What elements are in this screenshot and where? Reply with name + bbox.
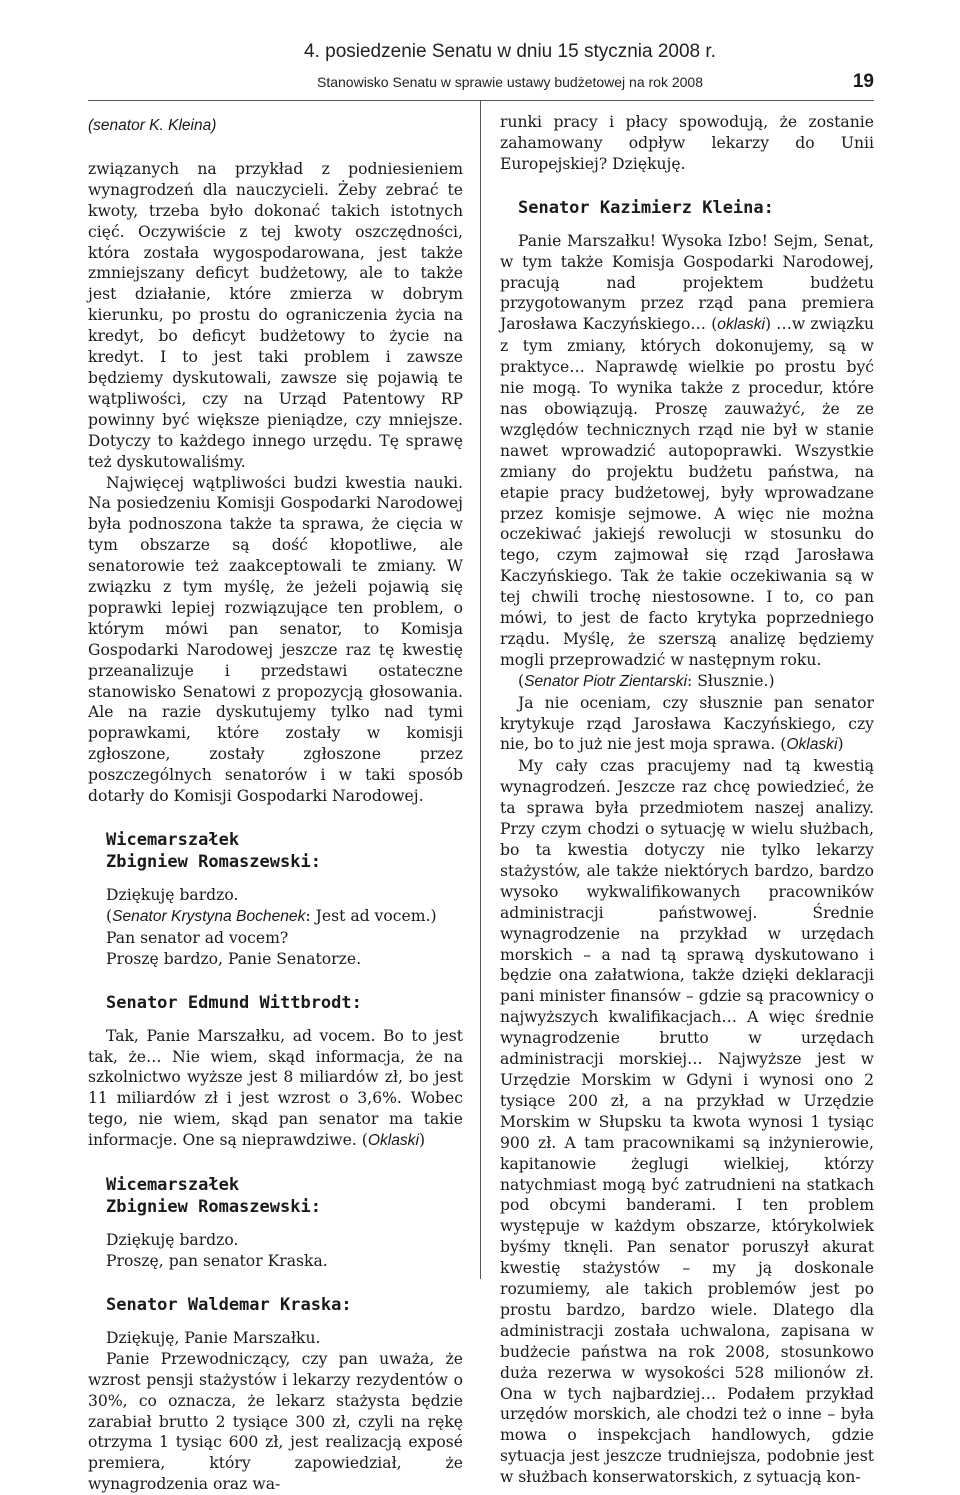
speaker-name: Senator Waldemar Kraska:: [106, 1294, 352, 1315]
interjection-text: : Jest ad vocem.): [305, 906, 437, 925]
paragraph: [88, 1026, 463, 1152]
speech-line: Dziękuję bardzo.: [106, 886, 239, 904]
text: ) …w związku z tym zmiany, których dokonujemy, są w praktyce… Naprawdę wielkie po prostu być nie mogą. To wynika także z procedur, które nas obowiązują. Proszę zauważyć, że ze względów technicznych rząd nie był w stanie nawet wprowadzić autopoprawki. Wszystkie zmiany do projektu budżetu państwa, na etapie pracy budżetowej, były wprowadzane przez komisje sejmowe. A więc nie można oczekiwać jakiejś rewolucji w stosunku do tego, czym zajmował się rząd Jarosława Kaczyńskiego. Tak że takie oczekiwania są w tej chwili trochę niestosowne. I to, co pan mówi, to jest de facto krytyka poprzedniego rządu. Myślę, że szerszą analizę będziemy mogli przeprowadzić w następnym roku.: [500, 315, 874, 669]
applause: Oklaski: [367, 1132, 419, 1150]
paragraph: My cały czas pracujemy nad tą kwestią wynagrodzeń. Jeszcze raz chcę powiedzieć, że ta sprawa była przedmiotem naszej analizy. Przy czym chodzi o sytuację w wielu służbach, bo ta kwestia dotyczy nie tylko lekarzy stażystów, ale także niektórych bardzo, bardzo wysoko wykwalifikowanych pracowników administracji państwowej. Średnie wynagrodzenie na przykład w urzędach morskich – a nad tą sprawą dyskutowano i będzie ona załatwiona, także dzięki deklaracji pani minister finansów – gdzie są pracownicy o najwyższych kwalifikacjach… A więc średnie wynagrodzenie brutto w urzędach administracji morskiej… Najwyższe jest w Urzędzie Morskim w Gdyni i wynosi ono 2 tysiące 200 zł, a na przykład w Urzędzie Morskim w Słupsku ta kwota wynosi 1 tysiąc 900 zł. A tam pracownikami są inżynierowie, kapitanowie żeglugi wielkiej, którzy natychmiast mogą być zatrudnieni na statkach pod obcymi banderami. I ten problem występuje w każdym obszarze, którykolwiek byśmy tknęli. Pan senator poruszył akurat kwestię stażystów – my ją doskonale rozumiemy, ale takich problemów jest po prostu bardzo, bardzo wiele. Dlatego dla administracji została uchwalona, zapisana w budżecie państwa na rok 2008, stosunkowo duża rezerwa w wysokości 528 milionów zł. Ona w tych najbardziej… Podałem przykład urzędów morskich, ale chodzi też o inne – była mowa o inspekcjach handlowych, gdzie sytuacja jest jeszcze trudniejsza, podobnie jest w służbach konserwatorskich, z sytuacją kon-: [500, 757, 874, 1487]
paragraph: związanych na przykład z podniesieniem wynagrodzeń dla nauczycieli. Żeby zebrać te kwoty, trzeba było dokonać takich istotnych cięć. Oczywiście z tej kwoty oszczędności, która została wygospodarowana, jest także zmniejszany deficyt budżetowy, ale to także jest działanie, które zmierza w dobrym kierunku, po prostu do ograniczenia życia na kredyt, bo deficyt budżetowy to życie na kredyt. I to jest taki problem i zawsze będziemy dyskutowali, zawsze się pojawią te wątpliwości, czy na Urząd Patentowy RP powinny być większe pieniądze, czy mniejsze. Dotyczy to każdego innego urzędu. Tę sprawę też dyskutowaliśmy.: [88, 159, 463, 471]
applause: oklaski: [717, 316, 765, 334]
speaker-heading: [106, 992, 463, 1014]
paragraph: [500, 231, 874, 671]
speaker-heading: [106, 1294, 463, 1316]
speaker-name: Wicemarszałek Zbigniew Romaszewski:: [106, 1175, 321, 1218]
paragraph: runki pracy i płacy spowodują, że zostanie zahamowany odpływ lekarzy do Unii Europejskiej? Dziękuję.: [500, 113, 874, 173]
header-title: 4. posiedzenie Senatu w dniu 15 stycznia 2008 r.: [304, 41, 716, 62]
paren: ): [837, 735, 844, 754]
page-number: 19: [852, 71, 874, 92]
speech-line: Proszę bardzo, Panie Senatorze.: [106, 949, 362, 968]
paren: (: [106, 906, 113, 925]
speaker-heading: [106, 829, 463, 873]
paragraph: Najwięcej wątpliwości budzi kwestia nauki. Na posiedzeniu Komisji Gospodarki Narodowej była podnoszona także ta sprawa, że cięcia w tym obszarze są dość kłopotliwe, ale senatorowie też zaakceptowali te zmiany. W związku z tym myślę, że jeżeli pojawią się poprawki lepiej rozwiązujące ten problem, o którym mówi pan senator, to Komisja Gospodarki Narodowej jeszcze raz tę kwestię przeanalizuje i przedstawi ostateczne stanowisko Senatowi z propozycją głosowania. Ale na razie dyskutujemy tylko nad tymi poprawkami, które zostały w komisji zgłoszone, zostały zgłoszone przez poszczególnych senatorów i w taki sposób dotarły do Komisji Gospodarki Narodowej.: [88, 473, 463, 806]
interjection-text: : Słusznie.): [687, 671, 775, 690]
paren: (: [518, 671, 525, 690]
speech-block: [88, 885, 463, 970]
right-column: [500, 112, 874, 1488]
interjection: [106, 906, 463, 928]
speech-line: Pan senator ad vocem?: [106, 928, 289, 947]
paren: ): [418, 1131, 426, 1150]
speech-line: Dziękuję, Panie Marszałku.: [106, 1328, 321, 1347]
interjector: Senator Piotr Zientarski: [524, 672, 688, 690]
speaker-name: Wicemarszałek Zbigniew Romaszewski:: [106, 830, 321, 872]
paragraph: Panie Przewodniczący, czy pan uważa, że wzrost pensji stażystów i lekarzy rezydentów o 30%, co oznacza, że lekarz stażysta będzie zarabiał brutto 2 tysiące 300 zł, czyli na rękę otrzyma 1 tysiąc 600 zł, jest realizacją exposé premiera, który zapowiedział, że wynagrodzenia oraz wa-: [88, 1349, 463, 1494]
speech-line: Proszę, pan senator Kraska.: [106, 1251, 328, 1270]
left-column: [88, 112, 463, 1495]
text: Panie Marszałku! Wysoka Izbo! Sejm, Senat, w tym także Komisja Gospodarki Narodowej, pracują nad projektem budżetu przygotowanym przez rząd pana premiera Jarosława Kaczyńskiego… (: [500, 231, 874, 334]
interjection: [500, 671, 874, 693]
column-divider: [480, 101, 481, 1279]
side-note: (senator K. Kleina): [88, 117, 217, 134]
speaker-heading: [106, 1174, 463, 1218]
speaker-heading: [518, 197, 874, 219]
speech-block: [88, 1230, 463, 1272]
text: Tak, Panie Marszałku, ad vocem. Bo to jest tak, że… Nie wiem, skąd informacja, że na szkolnictwo wyższe jest 8 miliardów zł, bo jest 11 miliardów zł i jest wzrost o 3,6%. Wobec tego, nie wiem, skąd pan senator ma takie informacje. One są nieprawdziwe. (: [88, 1026, 463, 1150]
interjector: Senator Krystyna Bochenek: [112, 907, 306, 925]
paragraph: [500, 693, 874, 757]
speaker-name: Senator Kazimierz Kleina:: [518, 197, 774, 218]
speech-line: Dziękuję bardzo.: [106, 1231, 239, 1250]
applause: Oklaski: [786, 736, 838, 754]
header-rule: [88, 100, 874, 101]
speaker-name: Senator Edmund Wittbrodt:: [106, 992, 362, 1013]
text: Ja nie oceniam, czy słusznie pan senator krytykuje rząd Jarosława Kaczyńskiego, czy nie, bo to już nie jest moja sprawa. (: [500, 693, 874, 754]
header-subtitle: Stanowisko Senatu w sprawie ustawy budżetowej na rok 2008: [317, 74, 703, 90]
